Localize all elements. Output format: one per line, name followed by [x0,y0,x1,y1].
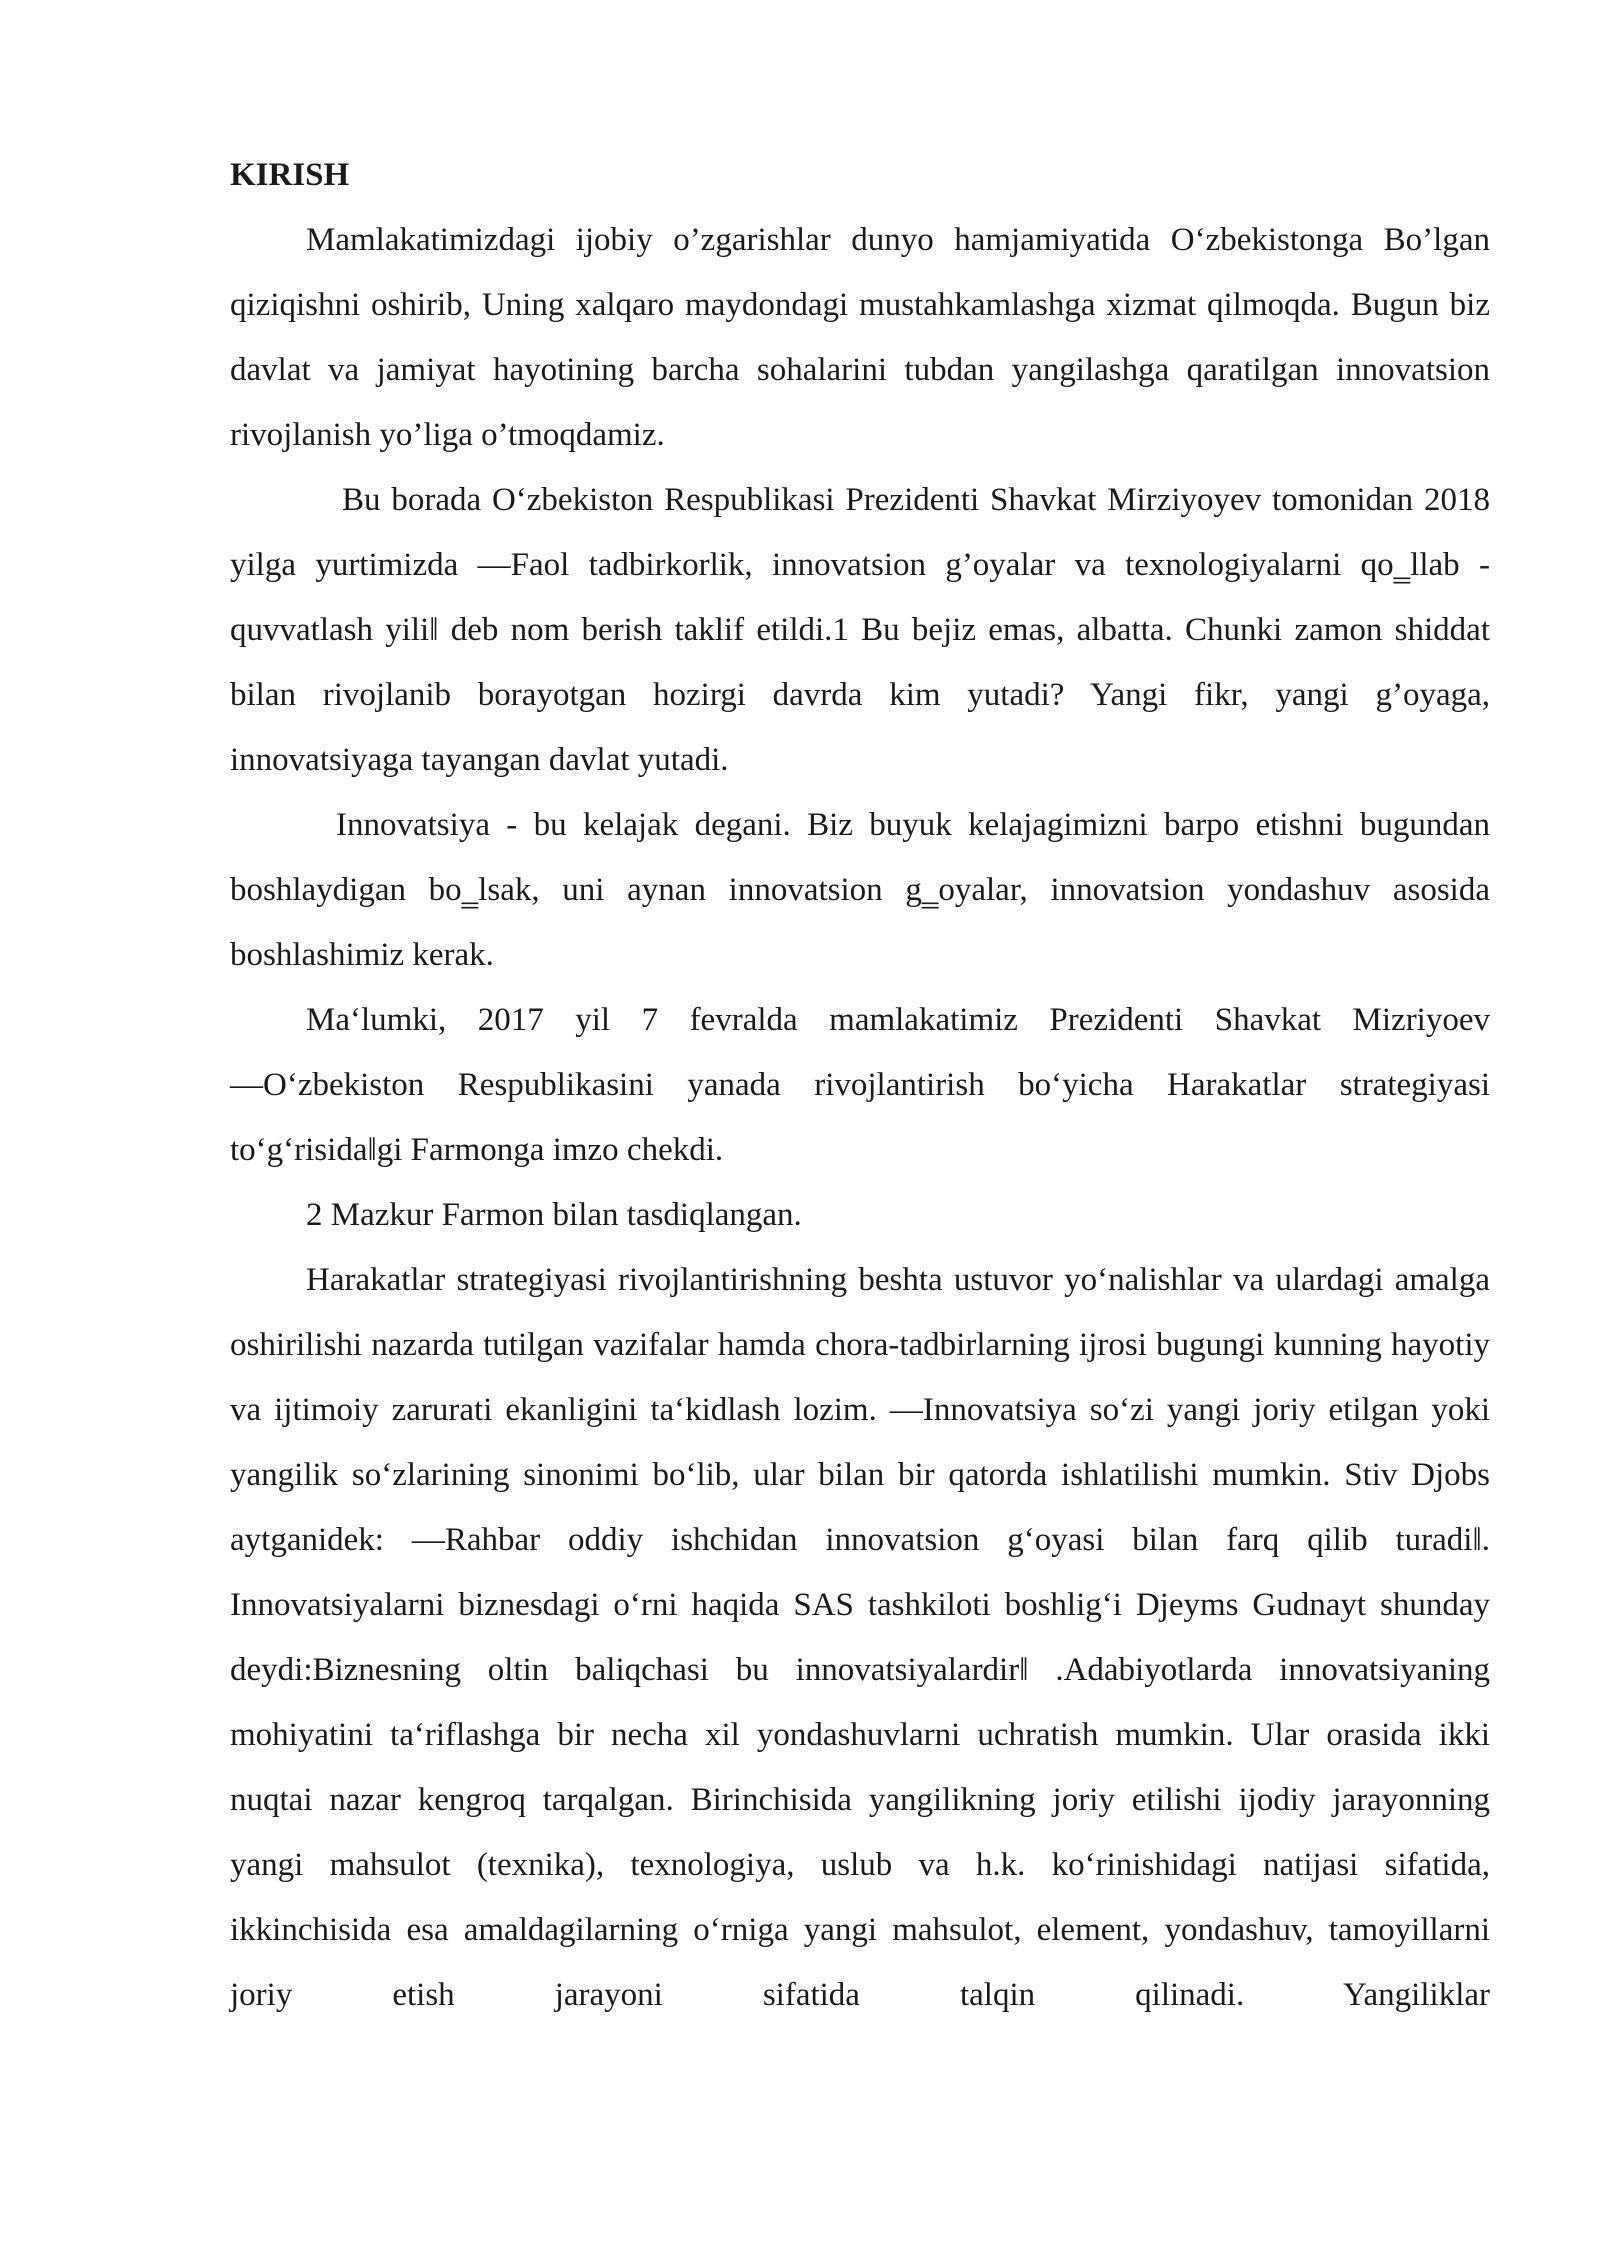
paragraph-3: Innovatsiya - bu kelajak degani. Biz buyuk kelajagimizni barpo etishni bugundan boshlaydigan bo‗lsak, uni aynan innovatsion g‗oyalar, innovatsion yondashuv asosida boshlashimiz kerak. [230,807,1490,973]
paragraph-4: Ma‘lumki, 2017 yil 7 fevralda mamlakatimiz Prezidenti Shavkat Mizriyoev ―O‘zbekiston Respublikasini yanada rivojlantirish bo‘yicha Harakatlar strategiyasi to‘g‘risida‖gi Farmonga imzo chekdi. [230,1002,1490,1168]
paragraph-2: Bu borada O‘zbekiston Respublikasi Prezidenti Shavkat Mirziyoyev tomonidan 2018 yilga yurtimizda ―Faol tadbirkorlik, innovatsion g’oyalar va texnologiyalarni qo‗llab - quvvatlash yili‖ deb nom berish taklif etildi.1 Bu bejiz emas, albatta. Chunki zamon shiddat bilan rivojlanib borayotgan hozirgi davrda kim yutadi? Yangi fikr, yangi g’oyaga, innovatsiyaga tayangan davlat yutadi. [230,482,1490,778]
paragraph-1: Mamlakatimizdagi ijobiy o’zgarishlar dunyo hamjamiyatida O‘zbekistonga Bo’lgan qiziqishni oshirib, Uning xalqaro maydondagi mustahkamlashga xizmat qilmoqda. Bugun biz davlat va jamiyat hayotining barcha sohalarini tubdan yangilashga qaratilgan innovatsion rivojlanish yo’liga o’tmoqdamiz. [230,222,1490,453]
section-heading: KIRISH [230,157,350,193]
document-body [230,150,1490,2028]
paragraph-6: Harakatlar strategiyasi rivojlantirishning beshta ustuvor yo‘nalishlar va ulardagi amalga oshirilishi nazarda tutilgan vazifalar hamda chora-tadbirlarning ijrosi bugungi kunning hayotiy va ijtimoiy zarurati ekanligini ta‘kidlash lozim. ―Innovatsiya so‘zi yangi joriy etilgan yoki yangilik so‘zlarining sinonimi bo‘lib, ular bilan bir qatorda ishlatilishi mumkin. Stiv Djobs aytganidek: ―Rahbar oddiy ishchidan innovatsion g‘oyasi bilan farq qilib turadi‖. Innovatsiyalarni biznesdagi o‘rni haqida SAS tashkiloti boshlig‘i Djeyms Gudnayt shunday deydi:Biznesning oltin baliqchasi bu innovatsiyalardir‖ .Adabiyotlarda innovatsiyaning mohiyatini ta‘riflashga bir necha xil yondashuvlarni uchratish mumkin. Ular orasida ikki nuqtai nazar kengroq tarqalgan. Birinchisida yangilikning joriy etilishi ijodiy jarayonning yangi mahsulot (texnika), texnologiya, uslub va h.k. ko‘rinishidagi natijasi sifatida, ikkinchisida esa amaldagilarning o‘rniga yangi mahsulot, element, yondashuv, tamoyillarni joriy etish jarayoni sifatida talqin qilinadi. Yangiliklar [230,1262,1490,2013]
paragraph-5: 2 Mazkur Farmon bilan tasdiqlangan. [306,1197,802,1233]
